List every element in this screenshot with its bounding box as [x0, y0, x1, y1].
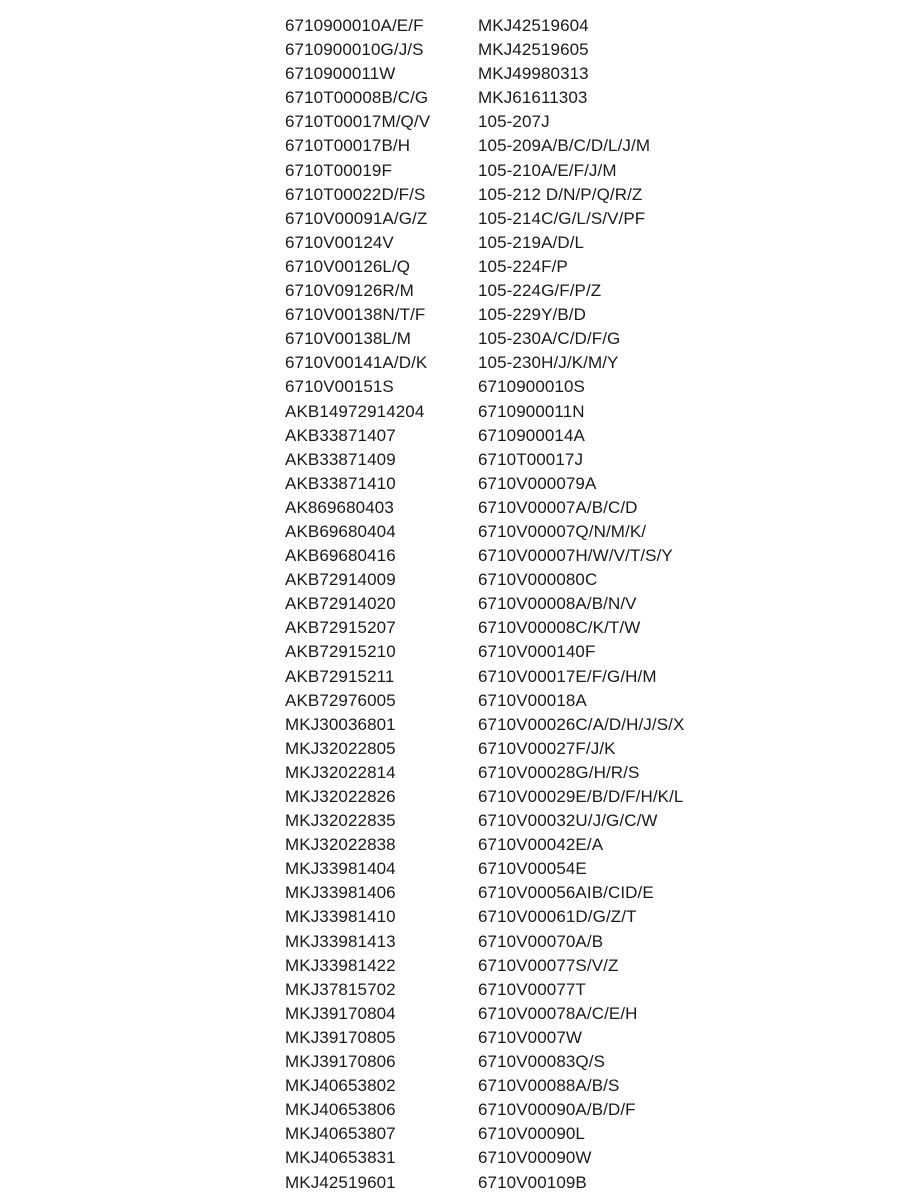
list-row: [285, 785, 845, 809]
list-row: [285, 351, 845, 375]
list-row: [285, 1171, 845, 1195]
part-number-left: AKB69680404: [285, 521, 396, 541]
part-number-left: MKJ32022805: [285, 738, 396, 758]
part-number-left: MKJ32022826: [285, 787, 396, 806]
list-row: [285, 134, 845, 158]
part-number-left: 6710T00017M/Q/V: [285, 112, 431, 132]
part-number-right: 105-214C/G/L/S/V/PF: [478, 208, 646, 228]
part-number-left: 6710900011W: [285, 64, 396, 84]
part-number-right: 105-210A/E/F/J/M: [478, 160, 617, 180]
list-row: [285, 327, 845, 351]
part-number-left: AKB14972914204: [285, 401, 425, 421]
list-row: [285, 881, 845, 905]
part-number-right: MKJ49980313: [478, 64, 589, 84]
part-number-right: 6710V00007H/W/V/T/S/Y: [478, 546, 673, 566]
list-row: [285, 62, 845, 86]
part-number-right: 6710V000140F: [478, 642, 596, 662]
list-row: [285, 833, 845, 857]
part-number-left: MKJ39170806: [285, 1052, 396, 1072]
part-number-right: 6710V00008C/K/T/W: [478, 618, 641, 638]
part-number-right: 6710V00078A/C/E/H: [478, 1003, 638, 1023]
part-number-left: MKJ33981422: [285, 955, 396, 975]
part-number-right: 6710V00077T: [478, 979, 586, 999]
list-row: [285, 616, 845, 640]
part-number-left: AKB72976005: [285, 690, 396, 710]
part-number-right: MKJ42519605: [478, 40, 589, 60]
list-row: [285, 231, 845, 255]
part-number-right: 6710V00090L: [478, 1124, 585, 1144]
part-number-right: 6710900014A: [478, 425, 585, 445]
part-number-left: 6710V00138N/T/F: [285, 305, 426, 325]
part-number-right: 6710V00017E/F/G/H/M: [478, 666, 657, 686]
part-number-left: MKJ33981406: [285, 883, 396, 903]
part-number-left: AKB33871409: [285, 449, 396, 469]
part-number-right: 6710V00083Q/S: [478, 1052, 606, 1072]
part-number-left: 6710T00017B/H: [285, 136, 411, 156]
part-number-left: 6710V00138L/M: [285, 329, 412, 349]
part-number-left: MKJ32022835: [285, 811, 396, 831]
part-number-right: 105-229Y/B/D: [478, 305, 586, 325]
part-number-right: 6710900010S: [478, 377, 585, 397]
part-number-left: 6710900010A/E/F: [285, 16, 424, 35]
part-number-left: 6710T00019F: [285, 160, 392, 180]
list-row: [285, 761, 845, 785]
part-number-left: AKB72915210: [285, 642, 396, 662]
part-number-left: MKJ30036801: [285, 714, 396, 734]
part-number-right: 6710V00007A/B/C/D: [478, 497, 638, 517]
list-row: [285, 1002, 845, 1026]
list-row: [285, 303, 845, 327]
list-row: [285, 86, 845, 110]
part-number-left: AKB72915211: [285, 666, 395, 686]
part-number-right: 6710V00056AIB/CID/E: [478, 883, 654, 903]
list-row: [285, 424, 845, 448]
part-number-left: AKB33871410: [285, 473, 396, 493]
list-row: [285, 640, 845, 664]
part-number-right: 6710V00028G/H/R/S: [478, 762, 640, 782]
list-row: [285, 38, 845, 62]
list-row: [285, 279, 845, 303]
list-row: [285, 1098, 845, 1122]
part-number-left: MKJ33981404: [285, 859, 396, 879]
part-number-right: 6710V00029E/B/D/F/H/K/L: [478, 787, 684, 806]
part-number-right: 6710V00007Q/N/M/K/: [478, 521, 647, 541]
part-number-left: MKJ42519601: [285, 1172, 396, 1192]
list-row: [285, 544, 845, 568]
part-number-left: MKJ37815702: [285, 979, 396, 999]
part-number-right: 6710V00070A/B: [478, 931, 604, 951]
part-number-left: 6710T00022D/F/S: [285, 184, 426, 204]
list-row: [285, 592, 845, 616]
part-number-right: 105-224F/P: [478, 256, 568, 276]
part-number-left: MKJ39170804: [285, 1003, 396, 1023]
part-number-left: AKB33871407: [285, 425, 396, 445]
part-number-right: 6710V00090A/B/D/F: [478, 1100, 636, 1120]
part-number-left: AKB72915207: [285, 618, 396, 638]
list-row: [285, 809, 845, 833]
list-row: [285, 1074, 845, 1098]
list-row: [285, 905, 845, 929]
part-number-right: MKJ42519604: [478, 16, 589, 35]
part-number-right: 105-230A/C/D/F/G: [478, 329, 621, 349]
list-row: [285, 110, 845, 134]
part-number-left: 6710V09126R/M: [285, 281, 414, 301]
list-row: [285, 568, 845, 592]
part-number-left: 6710T00008B/C/G: [285, 88, 429, 108]
part-number-right: 105-230H/J/K/M/Y: [478, 353, 619, 373]
list-row: [285, 689, 845, 713]
part-number-left: MKJ40653802: [285, 1076, 396, 1096]
list-row: [285, 472, 845, 496]
part-number-left: AKB72914020: [285, 594, 396, 614]
part-number-right: 105-209A/B/C/D/L/J/M: [478, 136, 651, 156]
list-row: [285, 520, 845, 544]
part-number-right: 6710V00042E/A: [478, 835, 604, 855]
list-row: [285, 1122, 845, 1146]
list-row: [285, 978, 845, 1002]
part-number-right: 6710V00018A: [478, 690, 587, 710]
part-number-right: 105-207J: [478, 112, 550, 132]
list-row: [285, 159, 845, 183]
part-number-left: 6710900010G/J/S: [285, 40, 424, 60]
list-row: [285, 737, 845, 761]
list-row: [285, 1146, 845, 1170]
list-row: [285, 857, 845, 881]
part-number-left: AK869680403: [285, 497, 394, 517]
part-number-right: 6710V00088A/B/S: [478, 1076, 620, 1096]
part-number-left: MKJ33981413: [285, 931, 396, 951]
part-number-right: 6710V00032U/J/G/C/W: [478, 811, 658, 831]
part-number-left: 6710V00091A/G/Z: [285, 208, 428, 228]
part-number-right: 6710T00017J: [478, 449, 584, 469]
part-number-right: MKJ61611303: [478, 88, 588, 108]
part-number-right: 6710V00008A/B/N/V: [478, 594, 637, 614]
part-number-left: AKB72914009: [285, 570, 396, 590]
list-row: [285, 255, 845, 279]
list-row: [285, 14, 845, 38]
list-row: [285, 954, 845, 978]
part-number-left: MKJ32022814: [285, 762, 396, 782]
part-number-right: 105-219A/D/L: [478, 232, 585, 252]
part-number-right: 6710V0007W: [478, 1027, 583, 1047]
list-row: [285, 375, 845, 399]
part-number-right: 6710900011N: [478, 401, 585, 421]
part-number-right: 6710V00077S/V/Z: [478, 955, 619, 975]
part-number-left: 6710V00126L/Q: [285, 256, 411, 276]
part-number-left: 6710V00141A/D/K: [285, 353, 428, 373]
list-row: [285, 713, 845, 737]
list-row: [285, 448, 845, 472]
list-row: [285, 207, 845, 231]
part-number-left: MKJ39170805: [285, 1027, 396, 1047]
part-number-left: 6710V00151S: [285, 377, 394, 397]
part-number-left: 6710V00124V: [285, 232, 394, 252]
part-number-list: [285, 14, 845, 1195]
part-number-right: 6710V00027F/J/K: [478, 738, 616, 758]
part-number-right: 6710V00061D/G/Z/T: [478, 907, 637, 927]
list-row: [285, 496, 845, 520]
part-number-right: 6710V00054E: [478, 859, 587, 879]
part-number-right: 105-224G/F/P/Z: [478, 281, 602, 301]
part-number-left: MKJ33981410: [285, 907, 396, 927]
part-number-right: 105-212 D/N/P/Q/R/Z: [478, 184, 643, 204]
part-number-left: MKJ40653831: [285, 1148, 396, 1168]
list-row: [285, 665, 845, 689]
list-row: [285, 930, 845, 954]
list-row: [285, 400, 845, 424]
part-number-right: 6710V000080C: [478, 570, 598, 590]
part-number-left: AKB69680416: [285, 546, 396, 566]
part-number-left: MKJ40653806: [285, 1100, 396, 1120]
part-number-left: MKJ40653807: [285, 1124, 396, 1144]
part-number-left: MKJ32022838: [285, 835, 396, 855]
list-row: [285, 183, 845, 207]
part-number-right: 6710V00026C/A/D/H/J/S/X: [478, 714, 685, 734]
list-row: [285, 1026, 845, 1050]
part-number-right: 6710V00090W: [478, 1148, 592, 1168]
part-number-right: 6710V00109B: [478, 1172, 587, 1192]
list-row: [285, 1050, 845, 1074]
part-number-right: 6710V000079A: [478, 473, 597, 493]
